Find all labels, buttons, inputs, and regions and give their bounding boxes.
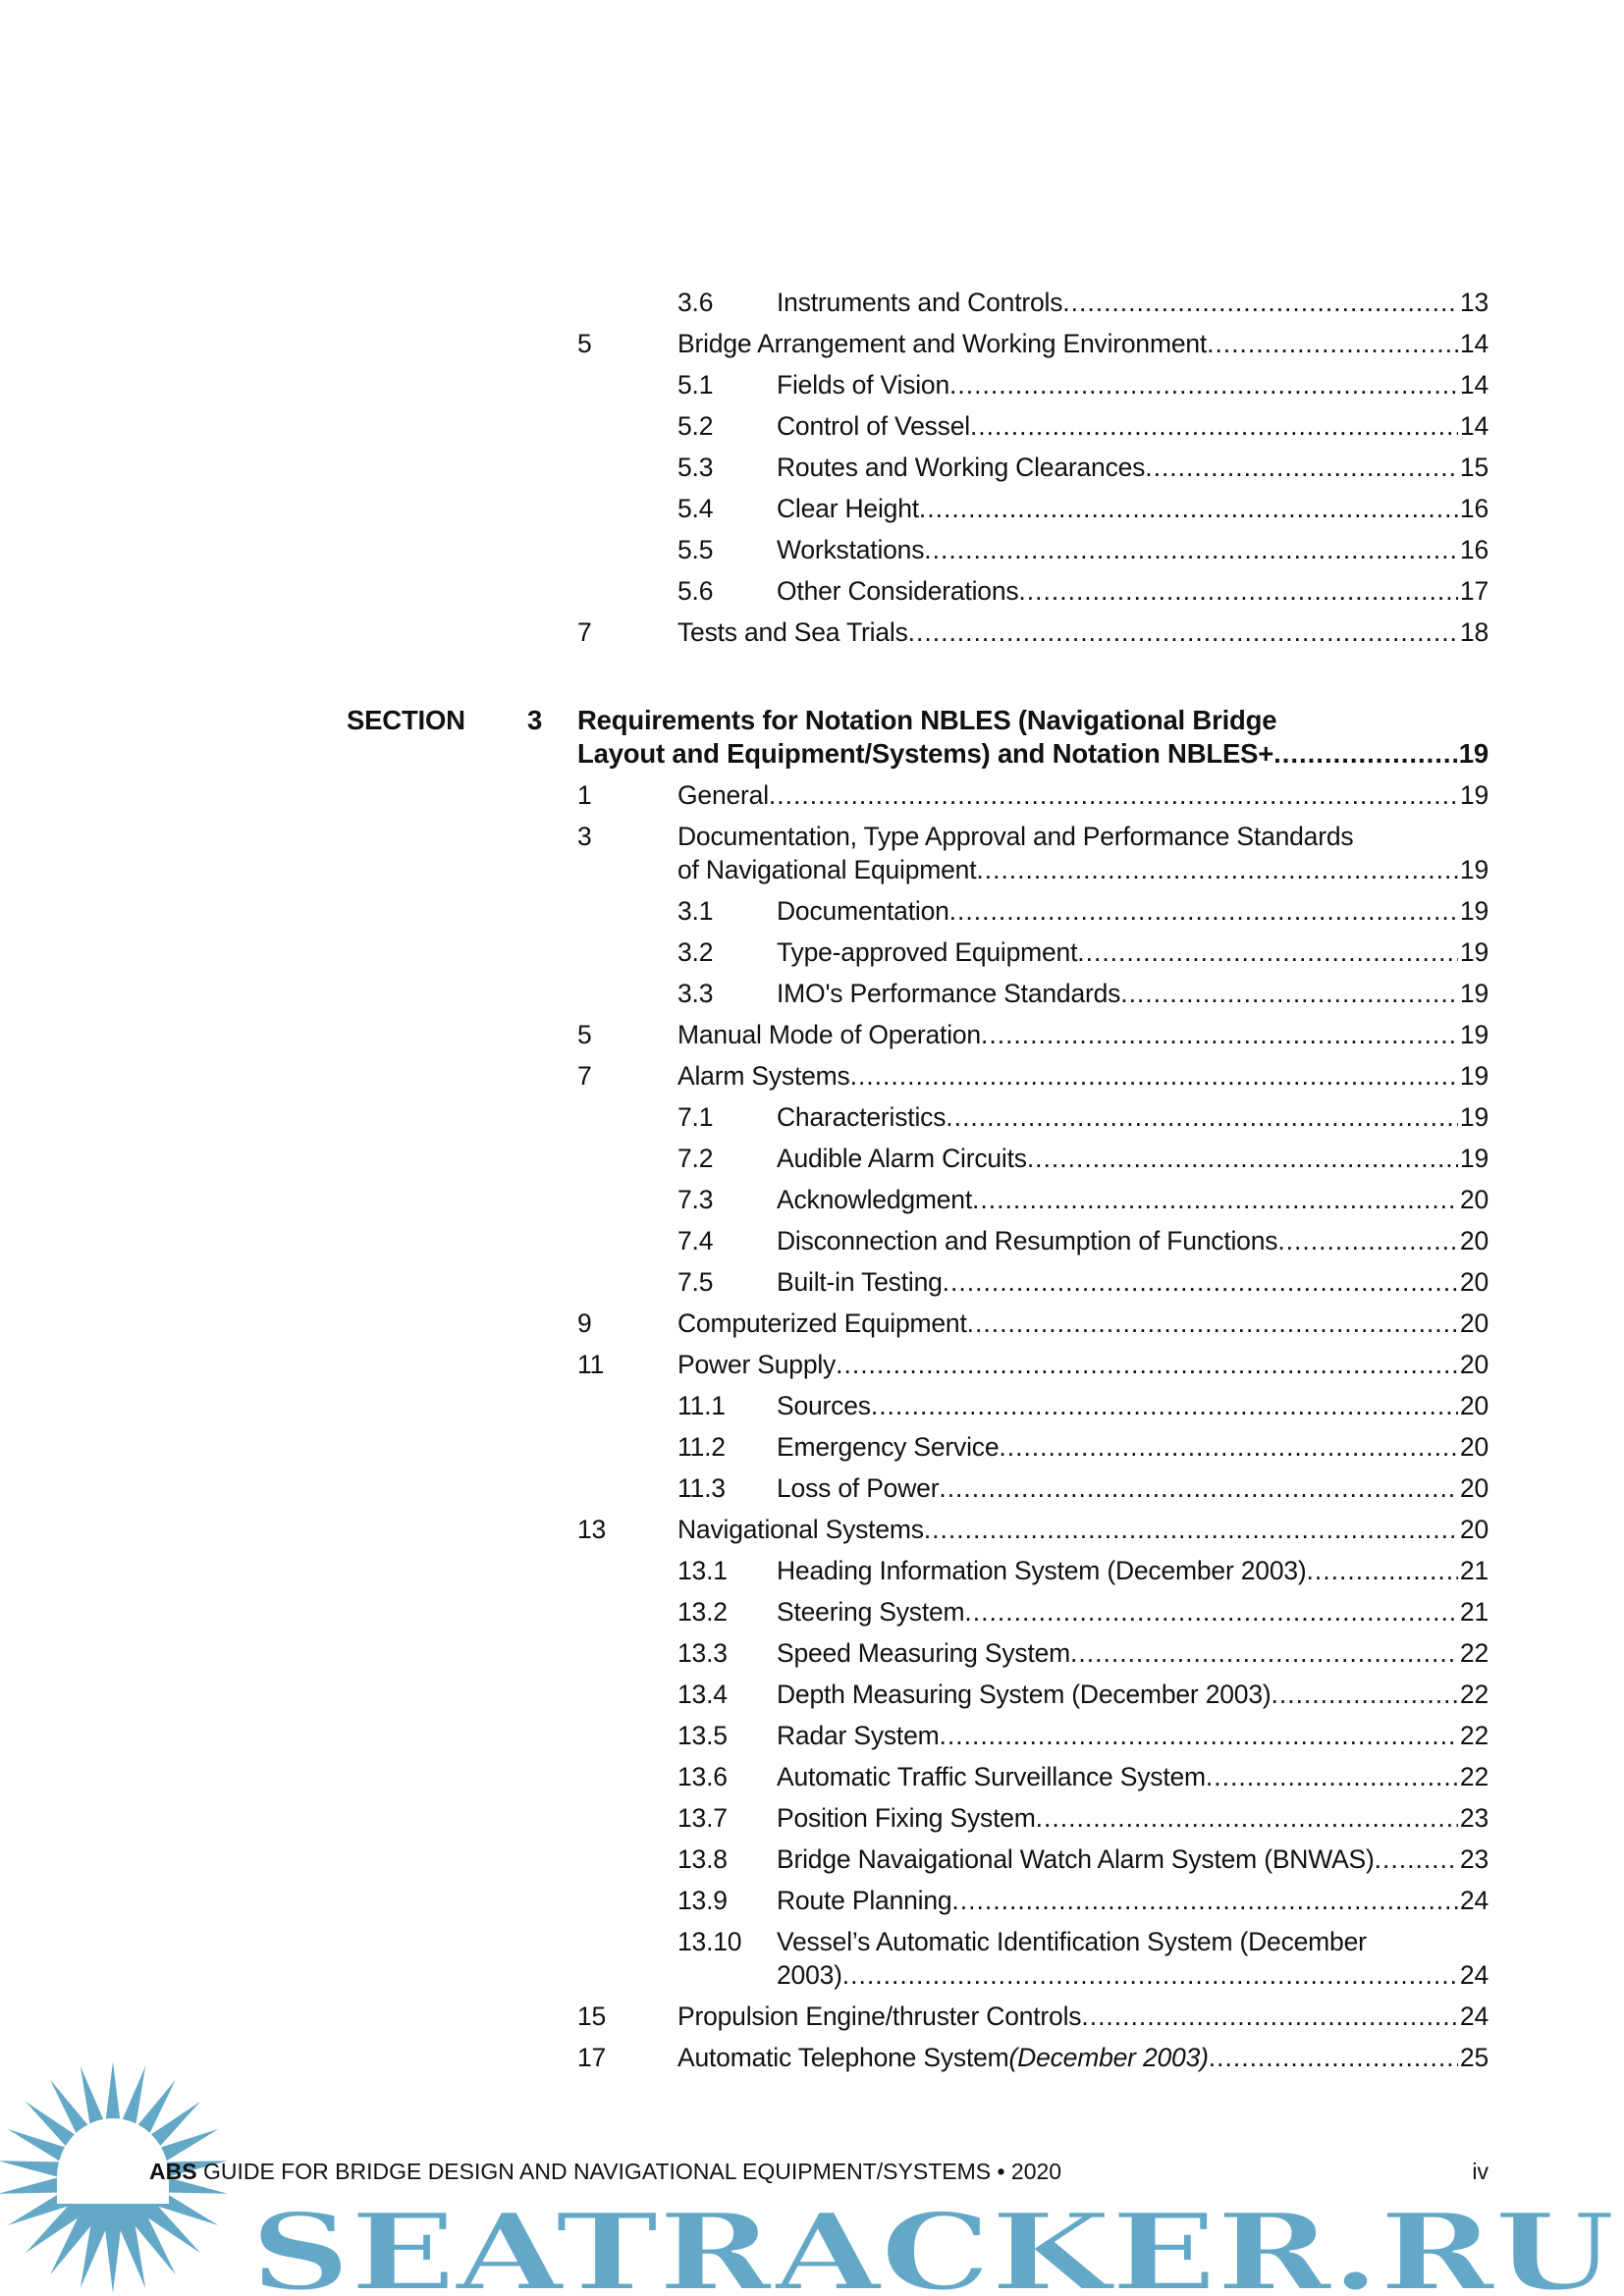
- toc-entry-body: [677, 1018, 1489, 1051]
- toc-entry-title[interactable]: Propulsion Engine/thruster Controls: [677, 2002, 1082, 2031]
- toc-entry-number: 5.3: [677, 453, 714, 482]
- toc-entry-page[interactable]: 24: [1459, 1960, 1489, 1990]
- toc-entry-number: 1: [577, 780, 592, 810]
- section-label: SECTION: [347, 705, 465, 735]
- toc-entry[interactable]: [0, 405, 1624, 447]
- toc-entry-title[interactable]: Loss of Power: [777, 1473, 940, 1503]
- toc-entry-body: [777, 574, 1489, 608]
- toc-entry-number: 9: [577, 1308, 592, 1338]
- toc-entry-number: 5: [577, 329, 592, 358]
- toc-entry-page[interactable]: 25: [1459, 2043, 1489, 2072]
- toc-entry[interactable]: [0, 1261, 1624, 1303]
- toc-entry-body: [677, 327, 1489, 360]
- dot-leader: [940, 1719, 1458, 1752]
- toc-entry-page[interactable]: 19: [1459, 1102, 1489, 1132]
- toc-entry-page[interactable]: 23: [1459, 1844, 1489, 1874]
- toc-entry-title[interactable]: Vessel’s Automatic Identification System (December: [777, 1927, 1367, 1956]
- toc-entry-page[interactable]: 24: [1459, 1886, 1489, 1915]
- toc-entry-title[interactable]: Position Fixing System: [777, 1803, 1036, 1833]
- toc-entry[interactable]: [0, 1591, 1624, 1632]
- dot-leader: [949, 894, 1458, 928]
- toc-entry-body: [777, 1471, 1489, 1505]
- toc-entry[interactable]: [0, 1138, 1624, 1179]
- dot-leader: [1307, 1554, 1458, 1587]
- toc-entry-page[interactable]: 19: [1459, 1020, 1489, 1049]
- footer-guide-title: GUIDE FOR BRIDGE DESIGN AND NAVIGATIONAL EQUIPMENT/SYSTEMS • 2020: [196, 2159, 1062, 2184]
- toc-entry-title[interactable]: General: [677, 780, 769, 810]
- toc-entry[interactable]: [0, 1839, 1624, 1880]
- footer-brand: ABS: [149, 2159, 197, 2184]
- toc-entry[interactable]: [0, 1797, 1624, 1839]
- dot-leader: [919, 492, 1458, 525]
- dot-leader: [999, 1430, 1458, 1464]
- toc-entry-line: [677, 820, 1489, 853]
- toc-entry-body: [777, 1760, 1489, 1793]
- toc-entry-title[interactable]: Audible Alarm Circuits: [777, 1144, 1027, 1173]
- toc-entry-title[interactable]: Sources: [777, 1391, 871, 1420]
- dot-leader: [850, 1059, 1458, 1093]
- toc-entry-page[interactable]: 20: [1459, 1432, 1489, 1462]
- toc-entry-line: [677, 2000, 1489, 2033]
- toc-entry-body: [677, 1059, 1489, 1093]
- toc-entry-title[interactable]: Requirements for Notation NBLES (Navigational Bridge: [577, 705, 1277, 735]
- toc-entry-page[interactable]: 17: [1459, 576, 1489, 606]
- dot-leader: [1036, 1801, 1458, 1835]
- watermark-text: SEATRACKER.RU: [250, 2191, 1615, 2296]
- toc-entry-line: [777, 1884, 1489, 1917]
- toc-entry-title[interactable]: Automatic Telephone System: [677, 2043, 1009, 2072]
- dot-leader: [1070, 1636, 1458, 1670]
- dot-leader: [951, 1884, 1458, 1917]
- toc-entry-number: 5.6: [677, 576, 714, 606]
- toc-entry-page[interactable]: 20: [1459, 1185, 1489, 1214]
- toc-entry-body: [777, 533, 1489, 566]
- toc-entry-number: 15: [577, 2002, 607, 2031]
- toc-entry-number: 13.9: [677, 1886, 728, 1915]
- toc-entry-line: [777, 1958, 1489, 1992]
- toc-entry-line: [777, 574, 1489, 608]
- toc-entry-line: [677, 1018, 1489, 1051]
- toc-entry-line: [777, 1678, 1489, 1711]
- footer-title: [149, 2158, 1061, 2185]
- toc-entry-number: 3.1: [677, 896, 714, 926]
- dot-leader: [1271, 1678, 1457, 1711]
- dot-leader: [943, 1265, 1458, 1299]
- toc-entry-body: [677, 820, 1489, 886]
- toc-entry-number: 7.3: [677, 1185, 714, 1214]
- toc-entry-page[interactable]: 21: [1459, 1556, 1489, 1585]
- toc-entry-body: [777, 1884, 1489, 1917]
- toc-entry-page[interactable]: 19: [1458, 738, 1489, 769]
- toc-entry-number: 5: [577, 1020, 592, 1049]
- toc-entry-page[interactable]: 20: [1459, 1350, 1489, 1379]
- dot-leader: [924, 533, 1458, 566]
- toc-entry-page[interactable]: 16: [1459, 494, 1489, 523]
- toc-entry-page[interactable]: 19: [1459, 896, 1489, 926]
- dot-leader: [769, 778, 1458, 812]
- dot-leader: [908, 615, 1458, 649]
- toc-entry-number: 11.3: [677, 1473, 726, 1503]
- toc-entry-line: [777, 451, 1489, 484]
- toc-entry-line: [677, 1348, 1489, 1381]
- toc-entry-body: [677, 615, 1489, 649]
- toc-entry-page[interactable]: 14: [1459, 329, 1489, 358]
- dot-leader: [1277, 1224, 1458, 1257]
- toc-entry-page[interactable]: 13: [1459, 288, 1489, 317]
- toc-entry-body: [777, 894, 1489, 928]
- toc-entry-title[interactable]: Characteristics: [777, 1102, 947, 1132]
- toc-entry-body: [677, 1513, 1489, 1546]
- dot-leader: [1062, 286, 1458, 319]
- toc-entry-page[interactable]: 19: [1459, 979, 1489, 1008]
- toc-entry[interactable]: [0, 1385, 1624, 1426]
- toc-entry-title-date: (December 2003): [1008, 2043, 1209, 2072]
- toc-entry-body: [677, 2000, 1489, 2033]
- toc-entry-title[interactable]: Layout and Equipment/Systems) and Notation NBLES+: [577, 738, 1274, 769]
- toc-entry[interactable]: [0, 488, 1624, 529]
- toc-entry-line: [777, 1842, 1489, 1876]
- toc-entry-number: 13.2: [677, 1597, 728, 1627]
- toc-entry[interactable]: [0, 890, 1624, 932]
- toc-entry-page[interactable]: 15: [1459, 453, 1489, 482]
- toc-entry-number: 7: [577, 617, 592, 647]
- toc-entry-page[interactable]: 24: [1459, 2002, 1489, 2031]
- toc-entry-title[interactable]: Tests and Sea Trials: [677, 617, 908, 647]
- toc-entry-title[interactable]: Workstations: [777, 535, 925, 564]
- toc-entry-line: [777, 533, 1489, 566]
- toc-entry[interactable]: [0, 1996, 1624, 2037]
- toc-entry[interactable]: [0, 323, 1624, 364]
- toc-entry[interactable]: [0, 816, 1624, 890]
- toc-entry-body: [777, 1183, 1489, 1216]
- toc-entry-number: 13.3: [677, 1638, 728, 1668]
- toc-entry[interactable]: [0, 1096, 1624, 1138]
- toc-entry[interactable]: [0, 1921, 1624, 1996]
- toc-entry[interactable]: [0, 700, 1624, 774]
- toc-entry-title[interactable]: Heading Information System (December 2003): [777, 1556, 1307, 1585]
- toc-entry-line: [677, 615, 1489, 649]
- toc-entry[interactable]: [0, 1179, 1624, 1220]
- dot-leader: [1027, 1142, 1458, 1175]
- dot-leader: [1273, 737, 1457, 771]
- toc-entry-body: [777, 451, 1489, 484]
- toc-entry-body: [777, 1142, 1489, 1175]
- toc-entry-number: 11: [577, 1350, 605, 1379]
- toc-entry-number: 13: [577, 1515, 607, 1544]
- toc-entry-title[interactable]: Speed Measuring System: [777, 1638, 1071, 1668]
- toc-entry-line: [777, 409, 1489, 443]
- toc-entry-body: [777, 1224, 1489, 1257]
- toc-entry-number: 7: [577, 1061, 592, 1091]
- toc-entry[interactable]: [0, 1632, 1624, 1674]
- toc-entry-page[interactable]: 20: [1459, 1226, 1489, 1255]
- toc-entry-title[interactable]: Alarm Systems: [677, 1061, 850, 1091]
- toc-entry-number: 13.1: [677, 1556, 728, 1585]
- toc-entry-title[interactable]: Fields of Vision: [777, 370, 950, 400]
- toc-entry-page[interactable]: 22: [1459, 1762, 1489, 1791]
- toc-entry-line: [777, 1801, 1489, 1835]
- toc-entry-number: 13.10: [677, 1927, 742, 1956]
- toc-entry-title[interactable]: Route Planning: [777, 1886, 952, 1915]
- toc-entry-body: [677, 778, 1489, 812]
- toc-entry-line: [777, 1471, 1489, 1505]
- toc-entry-title[interactable]: Steering System: [777, 1597, 965, 1627]
- toc-entry-number: 7.1: [677, 1102, 714, 1132]
- toc-entry-number: 3: [577, 822, 592, 851]
- toc-entry-body: [777, 1265, 1489, 1299]
- toc-entry-page[interactable]: 14: [1459, 370, 1489, 400]
- toc-entry-line: [777, 286, 1489, 319]
- toc-entry-number: 17: [577, 2043, 607, 2072]
- toc-entry-page[interactable]: 16: [1459, 535, 1489, 564]
- dot-leader: [842, 1958, 1458, 1992]
- toc-entry-body: [777, 1925, 1489, 1992]
- toc-entry[interactable]: [0, 612, 1624, 653]
- toc-entry-page[interactable]: 20: [1459, 1267, 1489, 1297]
- toc-entry-body: [777, 1636, 1489, 1670]
- toc-entry-number: 11.2: [677, 1432, 726, 1462]
- toc-entry-body: [777, 1842, 1489, 1876]
- dot-leader: [946, 1100, 1458, 1134]
- toc-entry-page[interactable]: 20: [1459, 1391, 1489, 1420]
- toc-entry-body: [777, 1430, 1489, 1464]
- toc-entry-title[interactable]: Type-approved Equipment: [777, 937, 1078, 967]
- toc-entry-body: [777, 1801, 1489, 1835]
- toc-entry-number: 3.2: [677, 937, 714, 967]
- toc-entry-page[interactable]: 18: [1459, 617, 1489, 647]
- toc-entry[interactable]: [0, 1426, 1624, 1468]
- toc-entry-title[interactable]: Navigational Systems: [677, 1515, 924, 1544]
- toc-entry[interactable]: [0, 282, 1624, 323]
- toc-entry-number: 3: [527, 705, 543, 735]
- toc-entry-body: [777, 492, 1489, 525]
- toc-entry-line: [577, 704, 1489, 737]
- toc-entry-line: [777, 935, 1489, 969]
- toc-entry-number: 7.4: [677, 1226, 714, 1255]
- toc-entry[interactable]: [0, 529, 1624, 570]
- dot-leader: [1077, 935, 1458, 969]
- toc-entry-title[interactable]: Disconnection and Resumption of Functions: [777, 1226, 1278, 1255]
- toc-entry-title[interactable]: of Navigational Equipment: [677, 855, 977, 884]
- toc-entry-line: [677, 853, 1489, 886]
- page-footer: [149, 2158, 1489, 2185]
- toc-entry-body: [777, 977, 1489, 1010]
- toc-entry-line: [677, 1513, 1489, 1546]
- toc-entry-title[interactable]: Manual Mode of Operation: [677, 1020, 981, 1049]
- toc-entry[interactable]: [0, 1014, 1624, 1055]
- toc-entry-line: [677, 778, 1489, 812]
- toc-entry[interactable]: [0, 1055, 1624, 1096]
- toc-entry-line: [777, 1224, 1489, 1257]
- toc-entry-body: [777, 368, 1489, 401]
- toc-entry[interactable]: [0, 932, 1624, 973]
- toc-entry-line: [777, 1183, 1489, 1216]
- toc-entry-line: [677, 1307, 1489, 1340]
- toc-entry-line: [777, 492, 1489, 525]
- toc-entry-number: 13.4: [677, 1680, 728, 1709]
- toc-entry-page[interactable]: 22: [1459, 1721, 1489, 1750]
- toc-entry[interactable]: [0, 1880, 1624, 1921]
- toc-entry-line: [777, 977, 1489, 1010]
- toc-entry-body: [777, 1595, 1489, 1629]
- toc-entry-number: 7.2: [677, 1144, 714, 1173]
- toc-entry-number: 7.5: [677, 1267, 714, 1297]
- dot-leader: [970, 409, 1458, 443]
- toc-entry-body: [677, 1307, 1489, 1340]
- toc-entry[interactable]: [0, 1756, 1624, 1797]
- dot-leader: [1120, 977, 1458, 1010]
- page-number: iv: [1472, 2159, 1489, 2184]
- toc-entry-number: 3.6: [677, 288, 714, 317]
- toc-entry-page[interactable]: 22: [1459, 1638, 1489, 1668]
- table-of-contents: [0, 282, 1624, 2078]
- toc-entry[interactable]: [0, 570, 1624, 612]
- toc-entry-body: [777, 1719, 1489, 1752]
- dot-leader: [1207, 327, 1458, 360]
- dot-leader: [1206, 1760, 1458, 1793]
- dot-leader: [964, 1595, 1458, 1629]
- toc-entry-page[interactable]: 20: [1459, 1515, 1489, 1544]
- dot-leader: [976, 853, 1458, 886]
- dot-leader: [1375, 1842, 1458, 1876]
- toc-entry-title[interactable]: Acknowledgment: [777, 1185, 973, 1214]
- toc-entry-number: 3.3: [677, 979, 714, 1008]
- toc-entry-body: [777, 409, 1489, 443]
- toc-entry-page[interactable]: 19: [1459, 780, 1489, 810]
- dot-leader: [924, 1513, 1458, 1546]
- toc-entry[interactable]: [0, 1468, 1624, 1509]
- toc-entry-body: [777, 1678, 1489, 1711]
- toc-entry-line: [777, 1430, 1489, 1464]
- dot-leader: [939, 1471, 1458, 1505]
- toc-entry-page[interactable]: 21: [1459, 1597, 1489, 1627]
- toc-entry[interactable]: [0, 447, 1624, 488]
- dot-leader: [1145, 451, 1458, 484]
- dot-leader: [972, 1183, 1458, 1216]
- toc-entry[interactable]: [0, 1550, 1624, 1591]
- toc-entry-line: [777, 1760, 1489, 1793]
- toc-entry[interactable]: [0, 774, 1624, 816]
- toc-entry-body: [777, 286, 1489, 319]
- toc-entry-title[interactable]: IMO's Performance Standards: [777, 979, 1121, 1008]
- toc-entry-title[interactable]: Bridge Arrangement and Working Environment: [677, 329, 1208, 358]
- toc-entry-line: [777, 1595, 1489, 1629]
- toc-entry-line: [777, 894, 1489, 928]
- toc-entry-number: 5.4: [677, 494, 714, 523]
- toc-entry-title[interactable]: Radar System: [777, 1721, 940, 1750]
- toc-entry[interactable]: [0, 364, 1624, 405]
- toc-entry-body: [677, 1348, 1489, 1381]
- toc-entry-line: [777, 1636, 1489, 1670]
- dot-leader: [1018, 574, 1458, 608]
- toc-entry-title[interactable]: Documentation, Type Approval and Performance Standards: [677, 822, 1354, 851]
- toc-entry-line: [777, 1925, 1489, 1958]
- toc-entry-body: [777, 935, 1489, 969]
- toc-entry-page[interactable]: 19: [1459, 1061, 1489, 1091]
- toc-entry-title[interactable]: Power Supply: [677, 1350, 837, 1379]
- toc-entry-title[interactable]: Control of Vessel: [777, 411, 970, 441]
- toc-entry-body: [577, 704, 1489, 771]
- toc-entry-number: 13.5: [677, 1721, 728, 1750]
- toc-entry-page[interactable]: 19: [1459, 937, 1489, 967]
- toc-entry-title[interactable]: Other Considerations: [777, 576, 1019, 606]
- toc-entry-title[interactable]: Computerized Equipment: [677, 1308, 967, 1338]
- toc-entry-page[interactable]: 19: [1459, 1144, 1489, 1173]
- toc-entry-line: [777, 1554, 1489, 1587]
- toc-entry-title[interactable]: Built-in Testing: [777, 1267, 943, 1297]
- toc-entry-line: [677, 327, 1489, 360]
- toc-entry-page[interactable]: 23: [1459, 1803, 1489, 1833]
- toc-entry[interactable]: [0, 1303, 1624, 1344]
- toc-entry-page[interactable]: 19: [1459, 855, 1489, 884]
- toc-entry-line: [777, 1100, 1489, 1134]
- toc-entry-title[interactable]: Clear Height: [777, 494, 919, 523]
- toc-entry-line: [777, 368, 1489, 401]
- toc-entry-number: 13.7: [677, 1803, 728, 1833]
- toc-entry-page[interactable]: 20: [1459, 1308, 1489, 1338]
- toc-entry-title[interactable]: Automatic Traffic Surveillance System: [777, 1762, 1206, 1791]
- toc-entry-title[interactable]: Emergency Service: [777, 1432, 1000, 1462]
- toc-entry[interactable]: [0, 1220, 1624, 1261]
- toc-entry-page[interactable]: 22: [1459, 1680, 1489, 1709]
- toc-entry-title[interactable]: 2003): [777, 1960, 842, 1990]
- toc-entry-page[interactable]: 20: [1459, 1473, 1489, 1503]
- dot-leader: [967, 1307, 1458, 1340]
- toc-entry-line: [577, 737, 1489, 771]
- toc-entry-number: 5.5: [677, 535, 714, 564]
- toc-entry[interactable]: [0, 1674, 1624, 1715]
- toc-entry-line: [777, 1389, 1489, 1422]
- toc-entry-number: 13.6: [677, 1762, 728, 1791]
- toc-entry-number: 11.1: [677, 1391, 726, 1420]
- toc-entry-body: [777, 1389, 1489, 1422]
- toc-entry-body: [777, 1100, 1489, 1134]
- toc-entry[interactable]: [0, 973, 1624, 1014]
- toc-entry[interactable]: [0, 1715, 1624, 1756]
- toc-entry-line: [777, 1719, 1489, 1752]
- toc-entry-number: 5.2: [677, 411, 714, 441]
- toc-entry-number: 13.8: [677, 1844, 728, 1874]
- toc-entry-title[interactable]: Instruments and Controls: [777, 288, 1063, 317]
- toc-entry-page[interactable]: 14: [1459, 411, 1489, 441]
- toc-entry-line: [677, 1059, 1489, 1093]
- toc-entry[interactable]: [0, 1344, 1624, 1385]
- dot-leader: [949, 368, 1458, 401]
- toc-entry-line: [777, 1142, 1489, 1175]
- toc-entry-body: [777, 1554, 1489, 1587]
- toc-entry-number: 5.1: [677, 370, 714, 400]
- toc-entry-title[interactable]: Routes and Working Clearances: [777, 453, 1146, 482]
- dot-leader: [871, 1389, 1458, 1422]
- toc-entry-title[interactable]: Depth Measuring System (December 2003): [777, 1680, 1272, 1709]
- toc-entry-line: [777, 1265, 1489, 1299]
- dot-leader: [836, 1348, 1458, 1381]
- dot-leader: [1081, 2000, 1458, 2033]
- toc-entry[interactable]: [0, 1509, 1624, 1550]
- dot-leader: [981, 1018, 1458, 1051]
- toc-entry-title[interactable]: Documentation: [777, 896, 949, 926]
- toc-entry-title[interactable]: Bridge Navaigational Watch Alarm System (BNWAS): [777, 1844, 1375, 1874]
